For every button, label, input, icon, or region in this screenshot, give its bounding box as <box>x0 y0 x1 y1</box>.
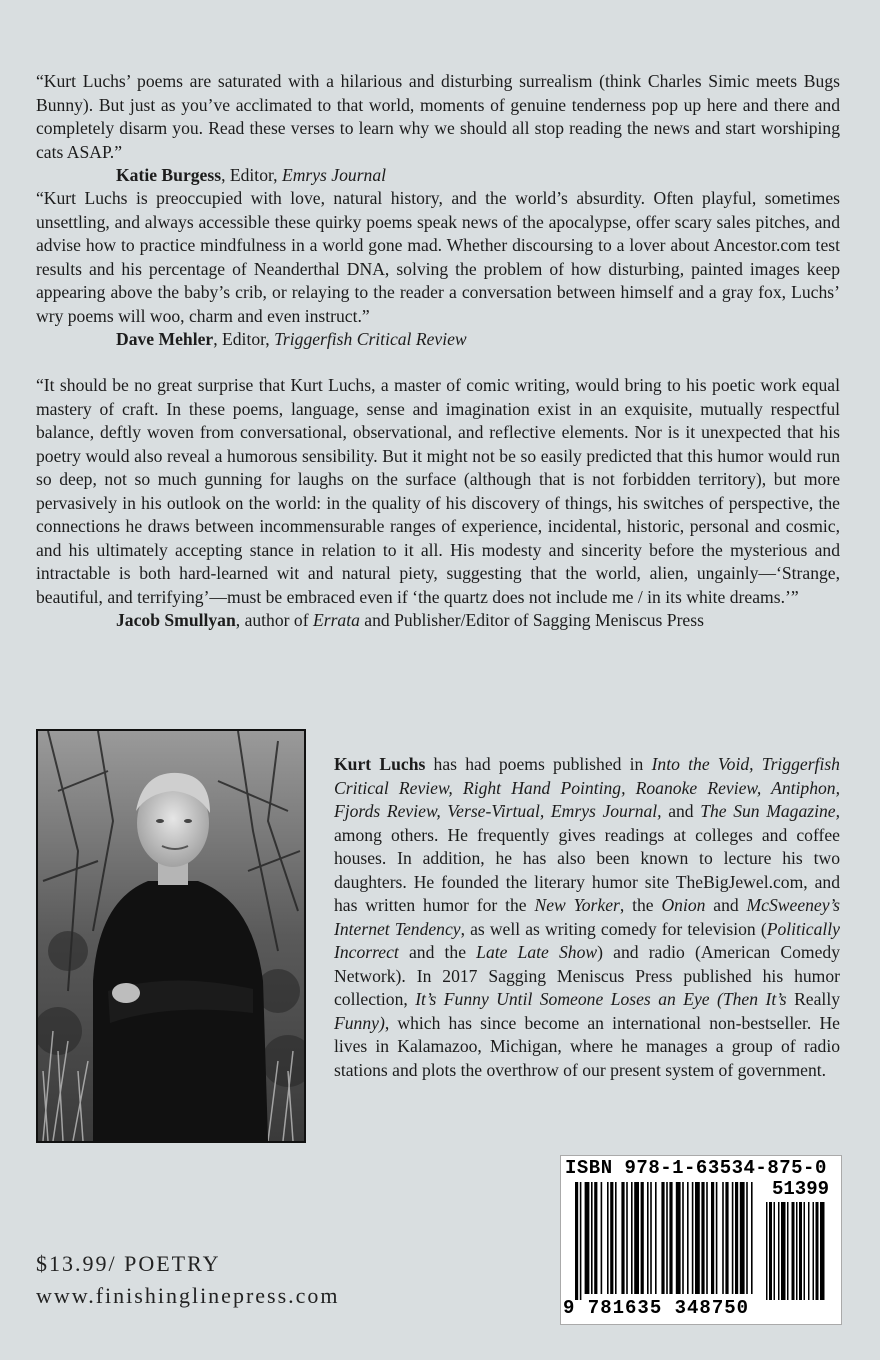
isbn-barcode <box>560 1155 842 1325</box>
bio-author-name: Kurt Luchs <box>334 754 426 774</box>
publisher-website: www.finishinglinepress.com <box>36 1283 340 1308</box>
author-photo-image <box>38 731 304 1141</box>
blurb-smullyan <box>36 374 840 633</box>
blurb-burgess <box>36 70 840 188</box>
barcode-digits: 9 781635 348750 <box>563 1297 750 1319</box>
price-label: $13.99/ POETRY <box>36 1251 221 1276</box>
blurb-author: Jacob Smullyan <box>116 610 236 630</box>
blurb-quote: “Kurt Luchs’ poems are saturated with a hilarious and disturbing surrealism (think Charles Simic meets Bugs Bunny). But just as you’ve acclimated to that world, moments of genuine tenderness pop up here and there and completely disarm you. Read these verses to learn why we should all stop reading the news and start worshiping cats ASAP.” <box>36 71 840 162</box>
blurb-publication: Errata <box>312 610 360 630</box>
author-photo <box>36 729 306 1143</box>
blurb-author: Dave Mehler <box>116 329 214 349</box>
blurb-publication: Triggerfish Critical Review <box>274 329 467 349</box>
price-code: 51399 <box>771 1178 829 1200</box>
author-bio: Kurt Luchs has had poems published in Into the Void, Triggerfish Critical Review, Right Hand Pointing, Roanoke Review, Antiphon, Fjords Review, Verse-Virtual, Emrys Journal, and The Sun Magazine, among others. He frequently gives readings at colleges and coffee houses. In addition, he has also been known to lecture his two daughters. He founded the literary humor site TheBigJewel.com, and has written humor for the New Yorker, the Onion and McSweeney’s Internet Tendency, as well as writing comedy for television (Politically Incorrect and the Late Late Show) and radio (American Comedy Network). In 2017 Sagging Meniscus Press published his humor collection, It’s Funny Until Someone Loses an Eye (Then It’s Really Funny), which has since become an international non-bestseller. He lives in Kalamazoo, Michigan, where he manages a group of radio stations and plots the overthrow of our present system of government. <box>334 754 841 1080</box>
blurb-author: Katie Burgess <box>116 165 222 185</box>
isbn-label: ISBN 978-1-63534-875-0 <box>565 1157 827 1179</box>
blurb-quote: “Kurt Luchs is preoccupied with love, natural history, and the world’s absurdity. Often playful, sometimes unsettling, and always accessible these quirky poems speak news of the apocalypse, offer scary sales pitches, and advise how to practice mindfulness in a world gone mad. Whether discoursing to a lover about Ancestor.com test results and his percentage of Neanderthal DNA, solving the problem of how disturbing, painted images keep appearing above the baby’s crib, or relaying to the reader a conversation between himself and a gray fox, Luchs’ wry poems will woo, charm and even instruct.” <box>36 188 840 326</box>
blurb-publication: Emrys Journal <box>281 165 387 185</box>
price-footer <box>36 1248 340 1312</box>
blurb-attribution: Dave Mehler, Editor, Triggerfish Critical Review <box>116 329 467 349</box>
blurb-attribution: Jacob Smullyan, author of Errata and Publisher/Editor of Sagging Meniscus Press <box>116 610 704 630</box>
blurb-attribution: Katie Burgess, Editor, Emrys Journal <box>116 165 387 185</box>
blurb-quote: “It should be no great surprise that Kurt Luchs, a master of comic writing, would bring to his poetic work equal mastery of craft. In these poems, language, sense and imagination exist in an exquisite, mutually respectful balance, deftly woven from conversational, observational, and reflective elements. Nor is it unexpected that his poetry would also reveal a humorous sensibility. But it might not be so easily predicted that this humor would run so deep, not so much gunning for laughs on the surface (although that is not forbidden territory), but more pervasively in his outlook on the world: in the quality of his discovery of things, his switches of perspective, the connections he draws between incommensurable ranges of experience, incidental, historic, personal and cosmic, and his ultimately accepting stance in relation to it all. His modesty and sincerity before the mysterious and intractable is both hard-learned wit and natural piety, suggesting that the world, alien, ungainly—‘Strange, beautiful, and terrifying’—must be embraced even if ‘the quartz does not include me / in its white dreams.’” <box>36 375 840 607</box>
blurb-mehler <box>36 187 840 352</box>
